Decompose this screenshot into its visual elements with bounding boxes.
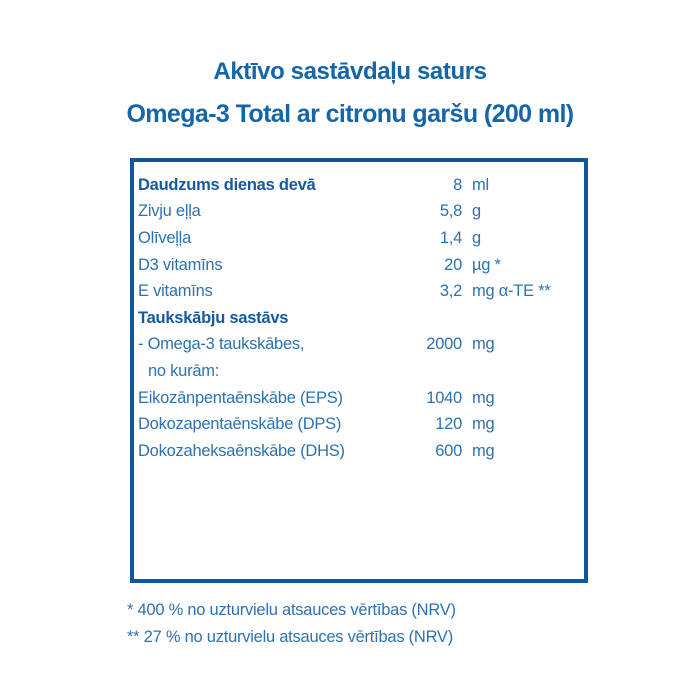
title-line-1: Aktīvo sastāvdaļu saturs [213,58,487,85]
row-ingredient-label: E vitamīns [138,282,213,301]
row-unit-label: µg * [472,255,501,274]
page-title [0,56,700,134]
table-row [134,358,584,385]
row-unit-label: mg [472,441,495,460]
row-amount-value: 120 [435,415,462,434]
row-unit-label: g [472,202,481,221]
row-ingredient-label: - Omega-3 taukskābes, [138,335,305,354]
title-line-2: Omega-3 Total ar citronu garšu (200 ml) [126,100,574,128]
row-ingredient-label: D3 vitamīns [138,255,223,274]
row-unit-label: g [472,228,481,247]
row-amount-value: 600 [435,441,462,460]
footnote-nrv-2: ** 27 % no uzturvielu atsauces vērtības (NRV) [127,628,453,646]
row-ingredient-label: Dokozapentaēnskābe (DPS) [138,415,342,434]
row-amount-value: 1040 [426,388,462,407]
row-ingredient-label: Daudzums dienas devā [138,175,316,194]
row-amount-value: 2000 [426,335,462,354]
table-row [134,225,584,252]
row-amount-value: 5,8 [439,202,462,221]
row-unit-label: mg α-TE ** [472,282,551,301]
row-ingredient-label: Taukskābju sastāvs [138,308,289,327]
row-unit-label: mg [472,335,495,354]
table-row [134,252,584,279]
row-amount-value: 3,2 [439,282,462,301]
table-row [134,305,584,332]
table-row [134,199,584,226]
row-amount-value: 1,4 [439,228,462,247]
row-ingredient-label: Olīveļļa [138,228,192,247]
table-row [134,411,584,438]
row-unit-label: ml [472,175,489,194]
row-ingredient-label: Zivju eļļa [138,202,201,221]
row-ingredient-label: no kurām: [148,361,220,380]
row-amount-value: 20 [444,255,462,274]
row-amount-value: 8 [453,175,462,194]
row-ingredient-label: Eikozānpentaēnskābe (EPS) [138,388,343,407]
table-row [134,385,584,412]
ingredients-table [130,158,588,583]
row-unit-label: mg [472,415,495,434]
table-row [134,332,584,359]
row-unit-label: mg [472,388,495,407]
table-row [134,278,584,305]
footnotes [127,597,456,651]
row-ingredient-label: Dokozaheksaēnskābe (DHS) [138,441,345,460]
table-row [134,172,584,199]
table-row [134,438,584,465]
footnote-nrv-1: * 400 % no uzturvielu atsauces vērtības (NRV) [127,601,456,619]
